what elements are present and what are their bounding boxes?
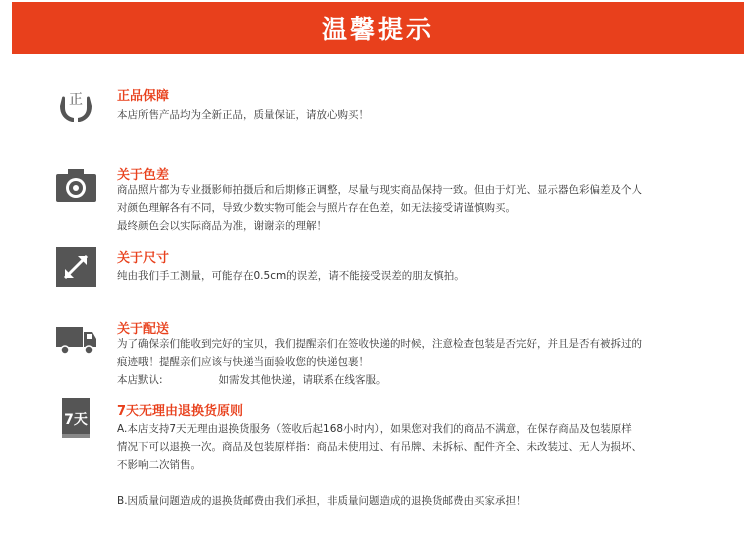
delivery-truck-icon [54, 317, 98, 361]
section-title: 关于尺寸 [117, 251, 170, 266]
section-body [117, 106, 717, 124]
body-line: 痕迹哦！提醒亲们应该与快递当面验收您的快递包裹！ [117, 356, 369, 368]
body-line: B.因质量问题造成的退换货邮费由我们承担，非质量问题造成的退换货邮费由买家承担！ [117, 495, 527, 507]
header-banner [12, 2, 744, 54]
section-title: 关于配送 [117, 322, 170, 337]
body-line: 商品照片都为专业摄影师拍摄后和后期修正调整，尽量与现实商品保持一致。但由于灯光、显示器色彩偏差及个人 [117, 184, 642, 196]
section-body [117, 420, 717, 510]
body-line: 不影响二次销售。 [117, 459, 201, 471]
body-line: 纯由我们手工测量，可能存在0.5cm的误差，请不能接受误差的朋友慎拍。 [117, 270, 465, 282]
default-value: 如需发其他快递，请联系在线客服。 [218, 374, 387, 386]
ruler-resize-icon [54, 245, 98, 289]
seven-days-icon [54, 396, 98, 440]
section-body [117, 335, 717, 389]
section-title: 关于色差 [117, 168, 170, 183]
camera-icon [54, 164, 98, 208]
body-line: 情况下可以退换一次。商品及包装原样指：商品未使用过、有吊牌、未拆标、配件齐全、未改装过、无人为损坏、 [117, 441, 642, 453]
banner-title: 温馨提示 [321, 15, 434, 44]
body-line: 本店所售产品均为全新正品，质量保证，请放心购买！ [117, 109, 369, 121]
section-title: 正品保障 [117, 89, 170, 104]
body-line: 最终颜色会以实际商品为准，谢谢亲的理解！ [117, 220, 327, 232]
body-line: 为了确保亲们能收到完好的宝贝，我们提醒亲们在签收快递的时候，注意检查包装是否完好，并且是否有被拆过的 [117, 338, 642, 350]
section-body [117, 181, 717, 235]
section-title: 7天无理由退换货原则 [117, 404, 244, 419]
hands-genuine-icon [54, 84, 98, 128]
section-body [117, 267, 717, 285]
seven-days-icon-text: 7天 [64, 412, 88, 428]
body-line: A.本店支持7天无理由退换货服务（签收后起168小时内），如果您对我们的商品不满意，在保存商品及包装原样 [117, 423, 632, 435]
body-line: 对颜色理解各有不同，导致少数实物可能会与照片存在色差，如无法接受请谨慎购买。 [117, 202, 516, 214]
default-courier-row [117, 371, 717, 389]
default-label: 本店默认: [117, 374, 163, 386]
svg-text:正: 正 [69, 92, 83, 108]
